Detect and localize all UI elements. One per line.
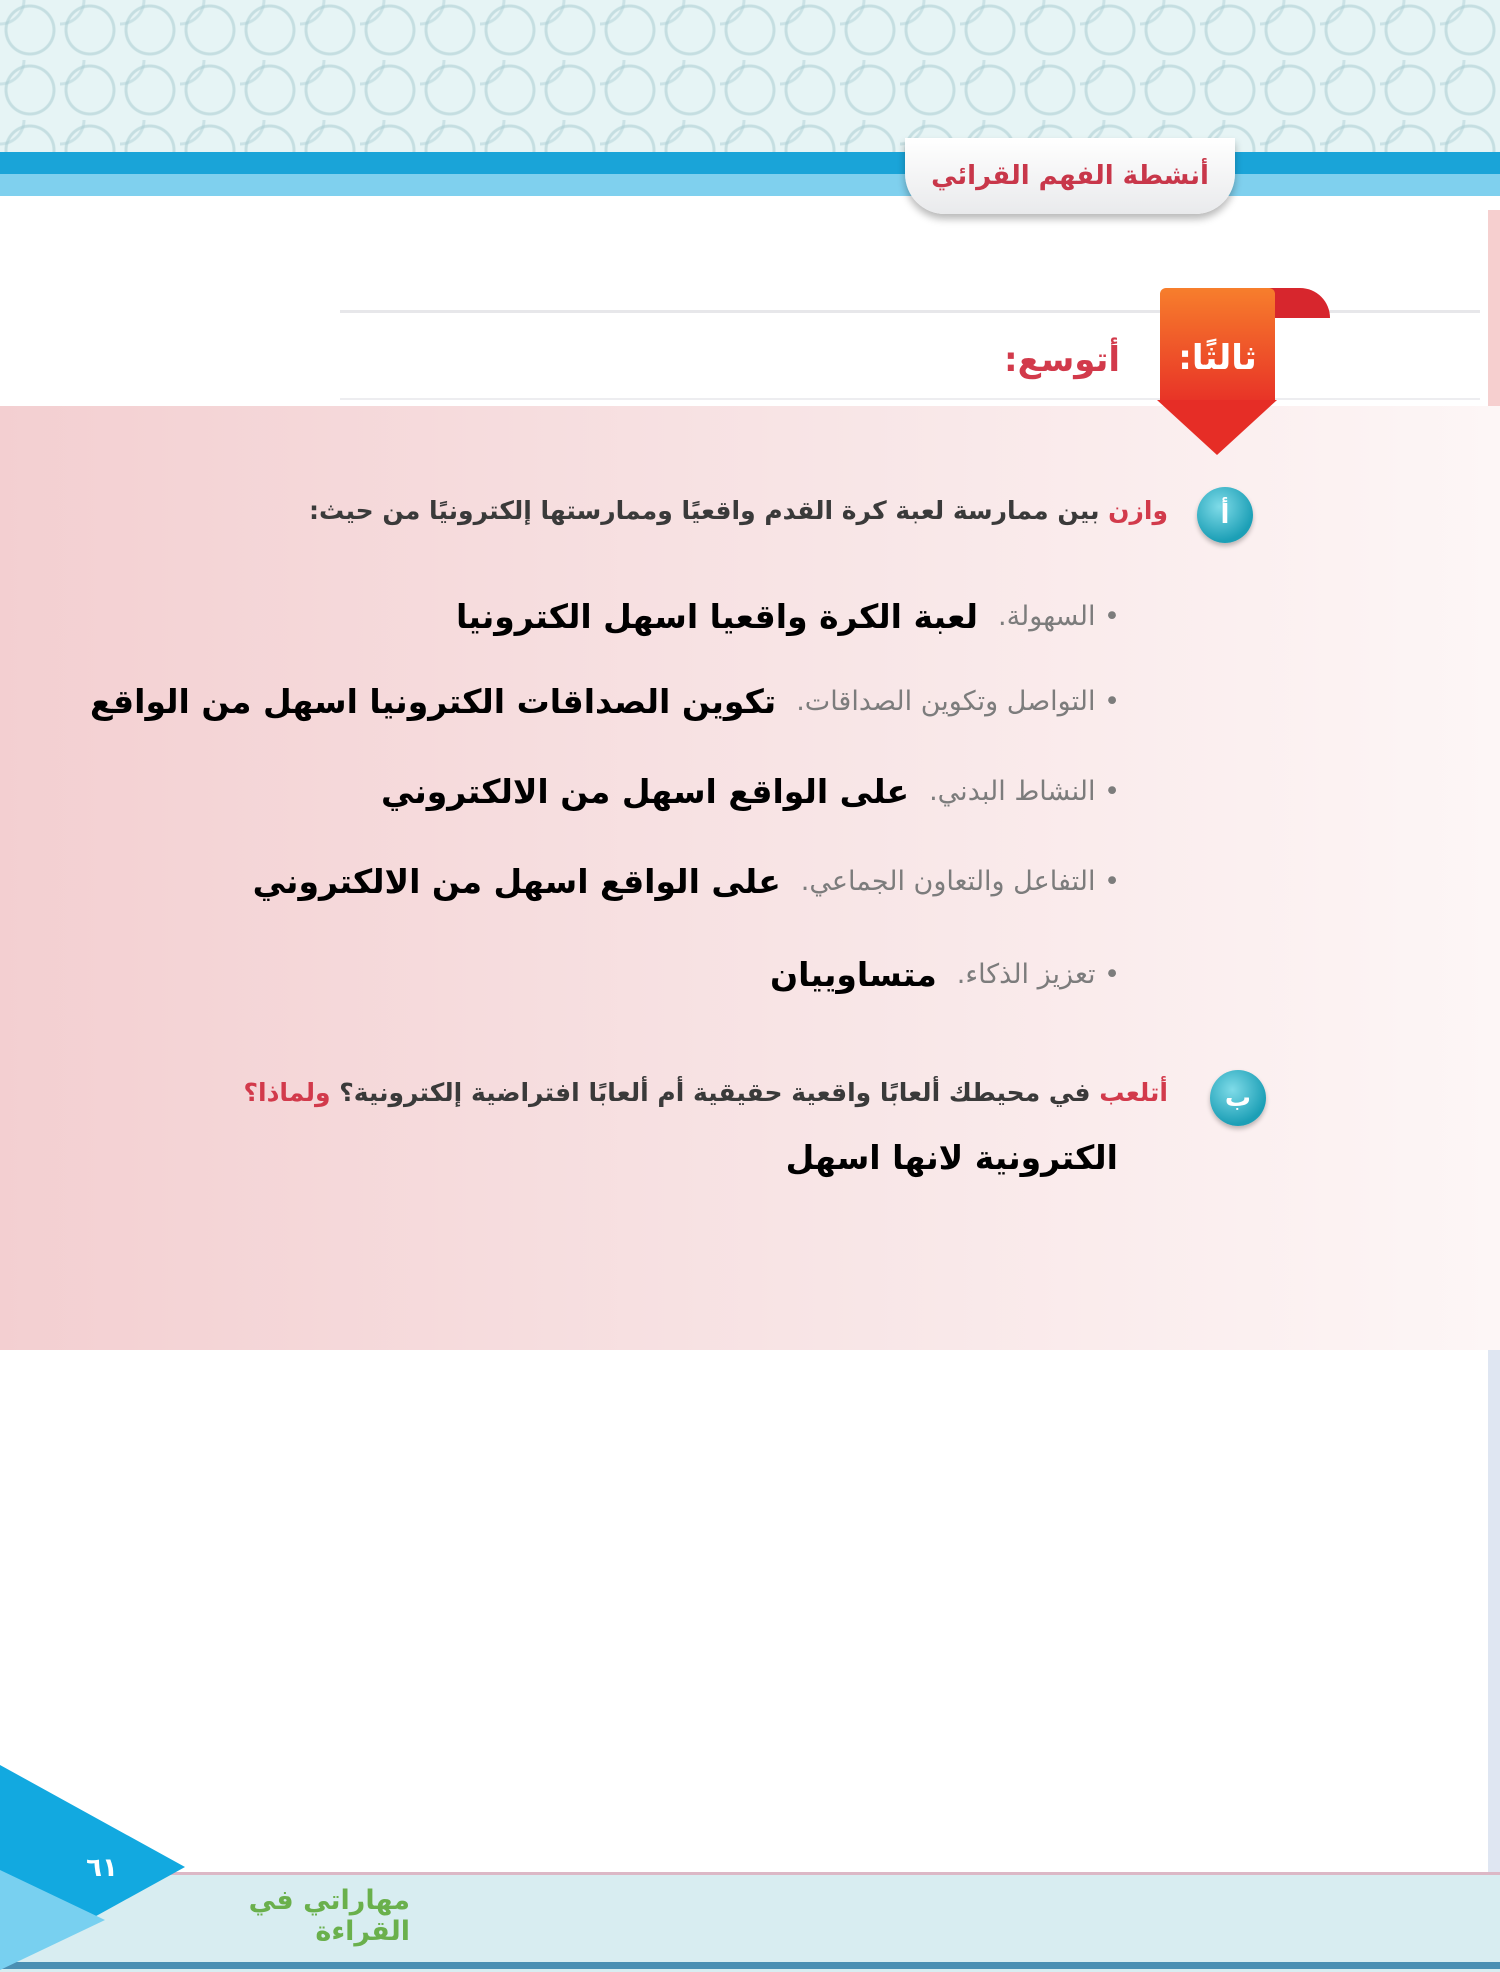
- question-b-badge: ب: [1210, 1070, 1266, 1126]
- section-label: ثالثًا:: [1178, 338, 1257, 378]
- list-item: [253, 862, 1120, 901]
- answer-text: على الواقع اسهل من الالكتروني: [252, 862, 781, 901]
- header-band: [0, 152, 1500, 174]
- list-item: [770, 955, 1120, 994]
- decorative-pattern: [0, 0, 1500, 152]
- header-band-light: [0, 174, 1500, 196]
- corner-triangle-light: [0, 1870, 105, 1970]
- section-divider-lower: [340, 398, 1480, 400]
- list-item: [381, 772, 1120, 811]
- question-b-accent: ولماذا؟: [243, 1078, 331, 1107]
- question-b-verb: أتلعب: [1099, 1078, 1168, 1107]
- bullet-label: • النشاط البدني.: [929, 776, 1120, 807]
- answer-text: على الواقع اسهل من الالكتروني: [380, 772, 910, 811]
- question-a-text: [268, 496, 1168, 525]
- header-tab: [905, 138, 1235, 214]
- footer-bottom-line: [0, 1962, 1500, 1969]
- list-item: [456, 597, 1120, 636]
- question-a-body: بين ممارسة لعبة كرة القدم واقعيًا وممارستها إلكترونيًا من حيث:: [308, 496, 1109, 525]
- bullet-label: • التواصل وتكوين الصداقات.: [796, 686, 1120, 717]
- answer-b-text: الكترونية لانها اسهل: [785, 1138, 1118, 1177]
- bullet-label: • السهولة.: [997, 601, 1120, 632]
- page-number: ٦١: [86, 1853, 118, 1883]
- list-item: [90, 682, 1120, 721]
- header-title: أنشطة الفهم القرائي: [931, 161, 1209, 191]
- question-b-text: [168, 1078, 1168, 1107]
- bullet-label: • تعزيز الذكاء.: [956, 959, 1120, 990]
- answer-text: متساوييان: [769, 955, 937, 994]
- answer-text: تكوين الصداقات الكترونيا اسهل من الواقع: [89, 682, 777, 721]
- section-title: أتوسع:: [1004, 340, 1120, 380]
- question-a-verb: وازن: [1108, 496, 1168, 525]
- bullet-label: • التفاعل والتعاون الجماعي.: [800, 866, 1120, 897]
- book-title: مهاراتي في القراءة: [248, 1885, 410, 1947]
- question-b-body: في محيطك ألعابًا واقعية حقيقية أم ألعابًا افتراضية إلكترونية؟: [330, 1078, 1100, 1107]
- question-a-badge: أ: [1197, 487, 1253, 543]
- answer-text: لعبة الكرة واقعيا اسهل الكترونيا: [456, 597, 978, 636]
